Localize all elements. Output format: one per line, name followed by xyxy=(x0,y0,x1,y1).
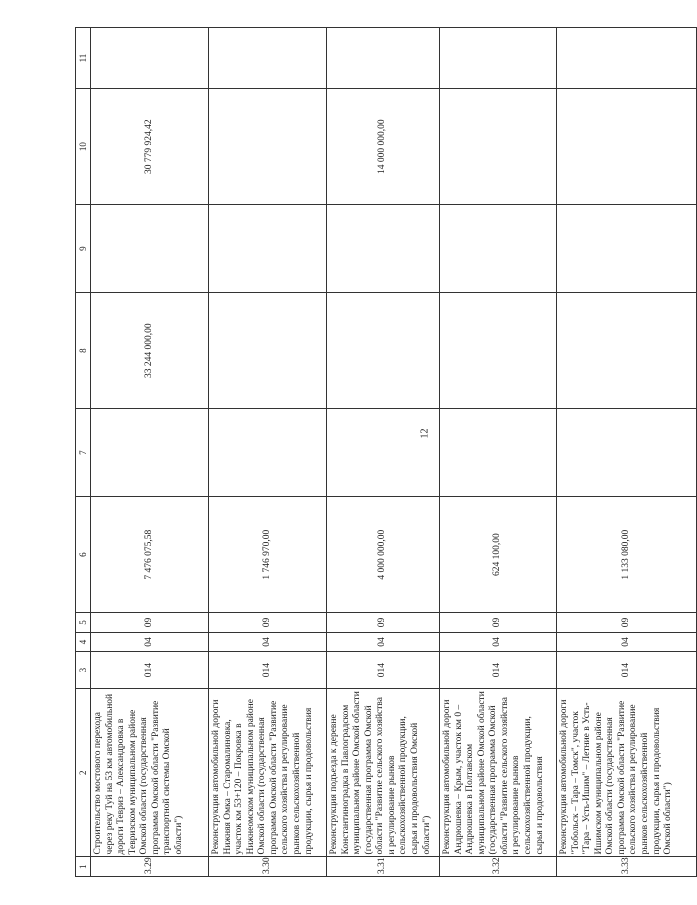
cell-amount-11 xyxy=(209,28,327,89)
cell-amount-10: 14 000 000,00 xyxy=(327,89,440,205)
column-header: 6 xyxy=(76,497,91,613)
cell-amount-9 xyxy=(440,205,557,293)
budget-table xyxy=(75,27,697,877)
row-number: 3.30 xyxy=(209,857,327,877)
cell-amount-7 xyxy=(557,409,697,497)
cell-amount-6: 7 476 075,58 xyxy=(91,497,209,613)
cell-code: 014 xyxy=(91,652,209,689)
cell-section: 04 xyxy=(440,632,557,652)
cell-code: 014 xyxy=(557,652,697,689)
row-number: 3.33 xyxy=(557,857,697,877)
column-header: 7 xyxy=(76,409,91,497)
cell-code: 014 xyxy=(327,652,440,689)
column-header: 3 xyxy=(76,652,91,689)
cell-amount-9 xyxy=(327,205,440,293)
cell-amount-9 xyxy=(91,205,209,293)
row-number: 3.29 xyxy=(91,857,209,877)
table-row xyxy=(327,28,440,877)
cell-amount-8 xyxy=(557,293,697,409)
row-description: Реконструкция подъезда к деревне Константиноградка в Павлоградском муниципальном районе Омской области (государственная программа Омской области "Развитие сельского хозяйства и регулирование рынков сельскохозяйственной продукции, сырья и продовольствия Омской области") xyxy=(327,688,440,857)
column-header: 4 xyxy=(76,632,91,652)
cell-subsection: 09 xyxy=(91,613,209,633)
cell-amount-8 xyxy=(327,293,440,409)
cell-section: 04 xyxy=(557,632,697,652)
cell-section: 04 xyxy=(91,632,209,652)
cell-amount-8 xyxy=(440,293,557,409)
cell-subsection: 09 xyxy=(557,613,697,633)
cell-amount-9 xyxy=(209,205,327,293)
cell-amount-11 xyxy=(440,28,557,89)
cell-code: 014 xyxy=(209,652,327,689)
column-header: 8 xyxy=(76,293,91,409)
cell-amount-6: 1 133 080,00 xyxy=(557,497,697,613)
cell-amount-7 xyxy=(209,409,327,497)
row-number: 3.32 xyxy=(440,857,557,877)
cell-amount-11 xyxy=(327,28,440,89)
cell-amount-8: 33 244 000,00 xyxy=(91,293,209,409)
cell-amount-7 xyxy=(327,409,440,497)
row-description: Реконструкция автомобильной дороги Нижняя Омка – Старомалиновка, участок км 53+120 – Покровка в Нижнеомском муниципальном районе Омской области (государственная программа Омской области "Развитие сельского хозяйства и регулирование рынков сельскохозяйственной продукции, сырья и продовольствия xyxy=(209,688,327,857)
row-description: Реконструкция автомобильной дороги "Тобольск – Тара – Томск", участок "Тара – Усть-Ишим" – Летние в Усть-Ишимском муниципальном районе Омской области (государственная программа Омской области "Развитие сельского хозяйства и регулирование рынков сельскохозяйственной продукции, сырья и продовольствия Омской области") xyxy=(557,688,697,857)
cell-amount-7 xyxy=(440,409,557,497)
cell-subsection: 09 xyxy=(327,613,440,633)
cell-amount-10 xyxy=(440,89,557,205)
cell-amount-11 xyxy=(91,28,209,89)
cell-section: 04 xyxy=(209,632,327,652)
page-number: 12 xyxy=(419,428,431,439)
rotated-table-container xyxy=(75,27,674,877)
cell-section: 04 xyxy=(327,632,440,652)
cell-amount-10: 30 779 924,42 xyxy=(91,89,209,205)
cell-code: 014 xyxy=(440,652,557,689)
cell-amount-8 xyxy=(209,293,327,409)
cell-amount-11 xyxy=(557,28,697,89)
table-row xyxy=(440,28,557,877)
column-header: 10 xyxy=(76,89,91,205)
column-header: 1 xyxy=(76,857,91,877)
table-row xyxy=(209,28,327,877)
cell-amount-7 xyxy=(91,409,209,497)
cell-amount-6: 624 100,00 xyxy=(440,497,557,613)
cell-amount-10 xyxy=(557,89,697,205)
row-description: Реконструкция автомобильной дороги Андрюшевка – Крым, участок км 0 – Андрюшевка в Полтавском муниципальном районе Омской области (государственная программа Омской области "Развитие сельского хозяйства и регулирование рынков сельскохозяйственной продукции, сырья и продовольствия xyxy=(440,688,557,857)
cell-amount-6: 4 000 000,00 xyxy=(327,497,440,613)
table-row xyxy=(557,28,697,877)
column-header: 2 xyxy=(76,688,91,857)
row-number: 3.31 xyxy=(327,857,440,877)
header-row xyxy=(76,28,91,877)
column-header: 11 xyxy=(76,28,91,89)
column-header: 5 xyxy=(76,613,91,633)
row-description: Строительство мостового перехода через реку Туй на 53 км автомобильной дороги Тевриз – Александровка в Тевризском муниципальном районе Омской области (государственная программа Омской области "Развитие транспортной системы Омской области") xyxy=(91,688,209,857)
table-row xyxy=(91,28,209,877)
cell-amount-6: 1 746 970,00 xyxy=(209,497,327,613)
cell-amount-10 xyxy=(209,89,327,205)
cell-subsection: 09 xyxy=(440,613,557,633)
cell-amount-9 xyxy=(557,205,697,293)
cell-subsection: 09 xyxy=(209,613,327,633)
column-header: 9 xyxy=(76,205,91,293)
